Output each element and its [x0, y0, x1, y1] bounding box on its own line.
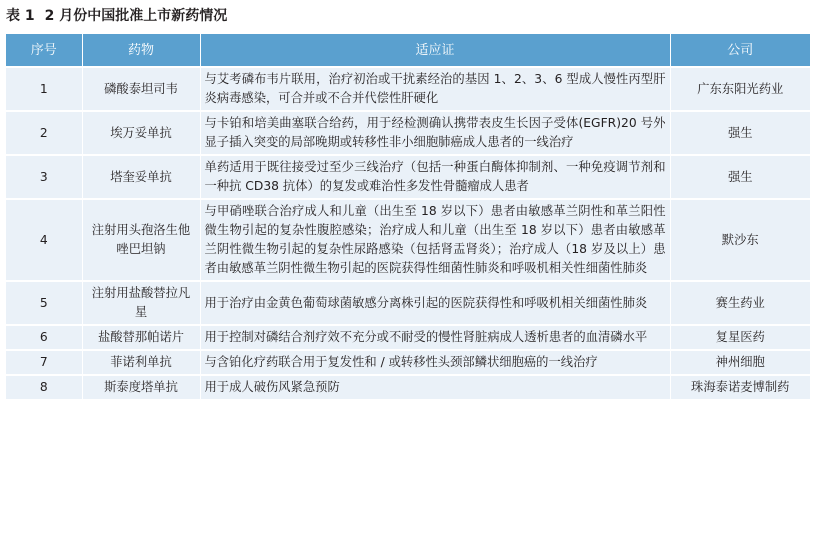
- header-drug: 药物: [82, 34, 200, 67]
- cell-company: 广东东阳光药业: [670, 67, 810, 111]
- cell-drug: 磷酸泰坦司韦: [82, 67, 200, 111]
- table-title: 2 月份中国批准上市新药情况: [44, 8, 228, 24]
- table-row: [6, 350, 810, 375]
- cell-drug: 菲诺利单抗: [82, 350, 200, 375]
- header-indication: 适应证: [200, 34, 670, 67]
- table-caption: [6, 5, 227, 25]
- cell-drug: 注射用头孢洛生他唑巴坦钠: [82, 199, 200, 281]
- cell-indication: 与含铂化疗药联合用于复发性和 / 或转移性头颈部鳞状细胞癌的一线治疗: [200, 350, 670, 375]
- cell-drug: 注射用盐酸替拉凡星: [82, 281, 200, 325]
- header-seq: 序号: [6, 34, 82, 67]
- cell-drug: 塔奎妥单抗: [82, 155, 200, 199]
- cell-company: 强生: [670, 111, 810, 155]
- table-row: [6, 111, 810, 155]
- table-row: [6, 67, 810, 111]
- cell-company: 复星医药: [670, 325, 810, 350]
- cell-indication: 与甲硝唑联合治疗成人和儿童（出生至 18 岁以下）患者由敏感革兰阴性和革兰阳性微生物引起的复杂性腹腔感染；治疗成人和儿童（出生至 18 岁以下）患者由敏感革兰阴性微生物引起的复杂性尿路感染（包括肾盂肾炎）；治疗成人（18 岁及以上）患者由敏感革兰阴性微生物引起的医院获得性细菌性肺炎和呼吸机相关性细菌性肺炎: [200, 199, 670, 281]
- cell-drug: 盐酸替那帕诺片: [82, 325, 200, 350]
- cell-company: 赛生药业: [670, 281, 810, 325]
- table-row: [6, 281, 810, 325]
- new-drug-table: [6, 34, 810, 399]
- cell-company: 珠海泰诺麦博制药: [670, 375, 810, 399]
- table-row: [6, 325, 810, 350]
- cell-seq: 6: [6, 325, 82, 350]
- cell-company: 神州细胞: [670, 350, 810, 375]
- cell-indication: 与艾考磷布韦片联用，治疗初治或干扰素经治的基因 1、2、3、6 型成人慢性丙型肝炎病毒感染，可合并或不合并代偿性肝硬化: [200, 67, 670, 111]
- cell-drug: 埃万妥单抗: [82, 111, 200, 155]
- table-row: [6, 155, 810, 199]
- cell-seq: 1: [6, 67, 82, 111]
- cell-indication: 与卡铂和培美曲塞联合给药，用于经检测确认携带表皮生长因子受体(EGFR)20 号外显子插入突变的局部晚期或转移性非小细胞肺癌成人患者的一线治疗: [200, 111, 670, 155]
- header-row: [6, 34, 810, 67]
- cell-company: 强生: [670, 155, 810, 199]
- cell-indication: 用于成人破伤风紧急预防: [200, 375, 670, 399]
- cell-seq: 8: [6, 375, 82, 399]
- cell-indication: 用于控制对磷结合剂疗效不充分或不耐受的慢性肾脏病成人透析患者的血清磷水平: [200, 325, 670, 350]
- table-number: 表 1: [6, 8, 35, 24]
- cell-company: 默沙东: [670, 199, 810, 281]
- cell-indication: 用于治疗由金黄色葡萄球菌敏感分离株引起的医院获得性和呼吸机相关细菌性肺炎: [200, 281, 670, 325]
- cell-seq: 3: [6, 155, 82, 199]
- table-row: [6, 199, 810, 281]
- table-row: [6, 375, 810, 399]
- header-company: 公司: [670, 34, 810, 67]
- cell-seq: 4: [6, 199, 82, 281]
- cell-indication: 单药适用于既往接受过至少三线治疗（包括一种蛋白酶体抑制剂、一种免疫调节剂和一种抗 CD38 抗体）的复发或难治性多发性骨髓瘤成人患者: [200, 155, 670, 199]
- cell-seq: 2: [6, 111, 82, 155]
- cell-seq: 5: [6, 281, 82, 325]
- cell-seq: 7: [6, 350, 82, 375]
- cell-drug: 斯泰度塔单抗: [82, 375, 200, 399]
